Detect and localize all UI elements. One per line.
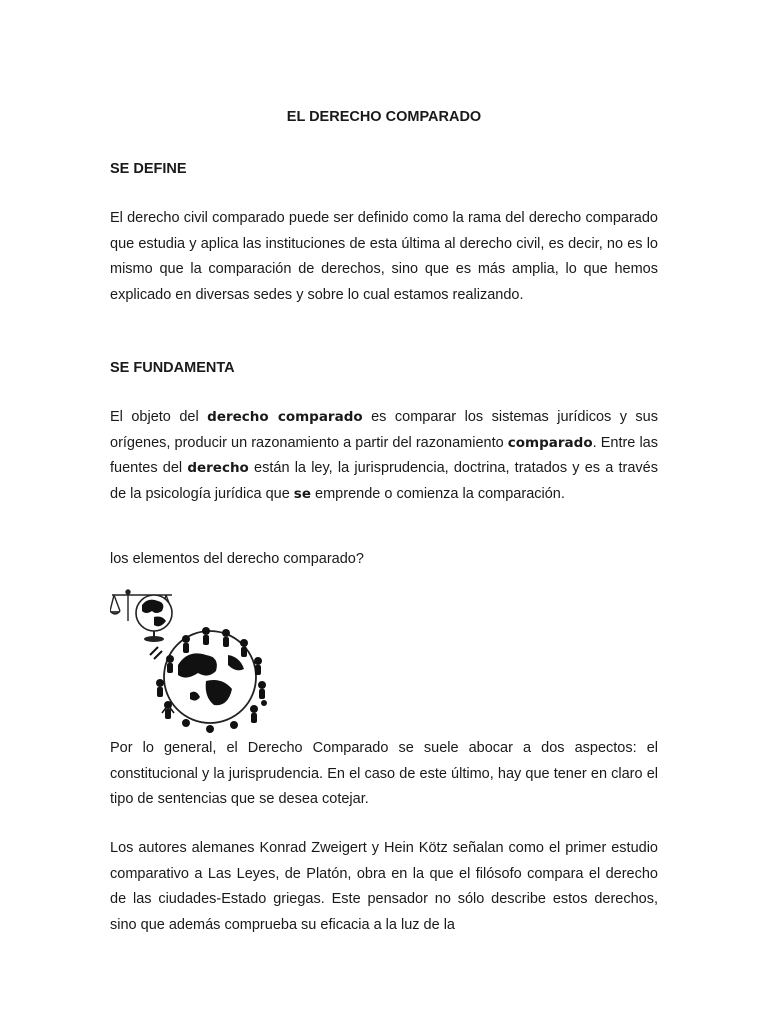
fundamento-bold-4: se <box>293 485 311 502</box>
question-line: los elementos del derecho comparado? <box>110 551 364 567</box>
small-globe-icon <box>136 595 172 642</box>
fundamento-text-3: . Entre las fuentes del <box>110 434 658 476</box>
paragraph-general: Por lo general, el Derecho Comparado se suele abocar a dos aspectos: el constitucional y la jurisprudencia. En el caso de este último, hay que tener en claro el tipo de sentencias que se desea cotejar. <box>110 740 658 807</box>
fundamento-text-1: El objeto del <box>110 409 208 425</box>
paragraph-autores: Los autores alemanes Konrad Zweigert y Hein Kötz señalan como el primer estudio comparativo a Las Leyes, de Platón, obra en la que el filósofo compara el derecho de las ciudades-Estado griegas. Este pensador no sólo describe estos derechos, sino que además comprueba su eficacia a la luz de la <box>110 840 658 933</box>
scales-globe-illustration <box>110 585 272 735</box>
fundamento-bold-3: derecho <box>187 460 249 476</box>
document-title: EL DERECHO COMPARADO <box>286 109 482 125</box>
paragraph-definition: El derecho civil comparado puede ser definido como la rama del derecho comparado que estudia y aplica las instituciones de esta última al derecho civil, es decir, no es lo mismo que la comparación de derechos, sino que es más amplia, lo que hemos explicado en diversas sedes y sobre lo cual estamos realizando. <box>110 210 658 303</box>
heading-se-define: SE DEFINE <box>110 161 187 177</box>
heading-se-fundamenta: SE FUNDAMENTA <box>110 360 235 376</box>
paragraph-fundamento <box>110 405 658 507</box>
fundamento-bold-2: comparado <box>507 434 593 451</box>
fundamento-text-2: es comparar los sistemas jurídicos y sus orígenes, producir un razonamiento a partir del razonamiento <box>110 409 658 451</box>
fundamento-text-5: emprende o comienza la comparación. <box>311 485 565 502</box>
fundamento-text-4: están la ley, la jurisprudencia, doctrina, tratados y es a través de la psicología jurídica que <box>110 460 658 502</box>
fundamento-bold-1: derecho comparado <box>207 409 363 425</box>
